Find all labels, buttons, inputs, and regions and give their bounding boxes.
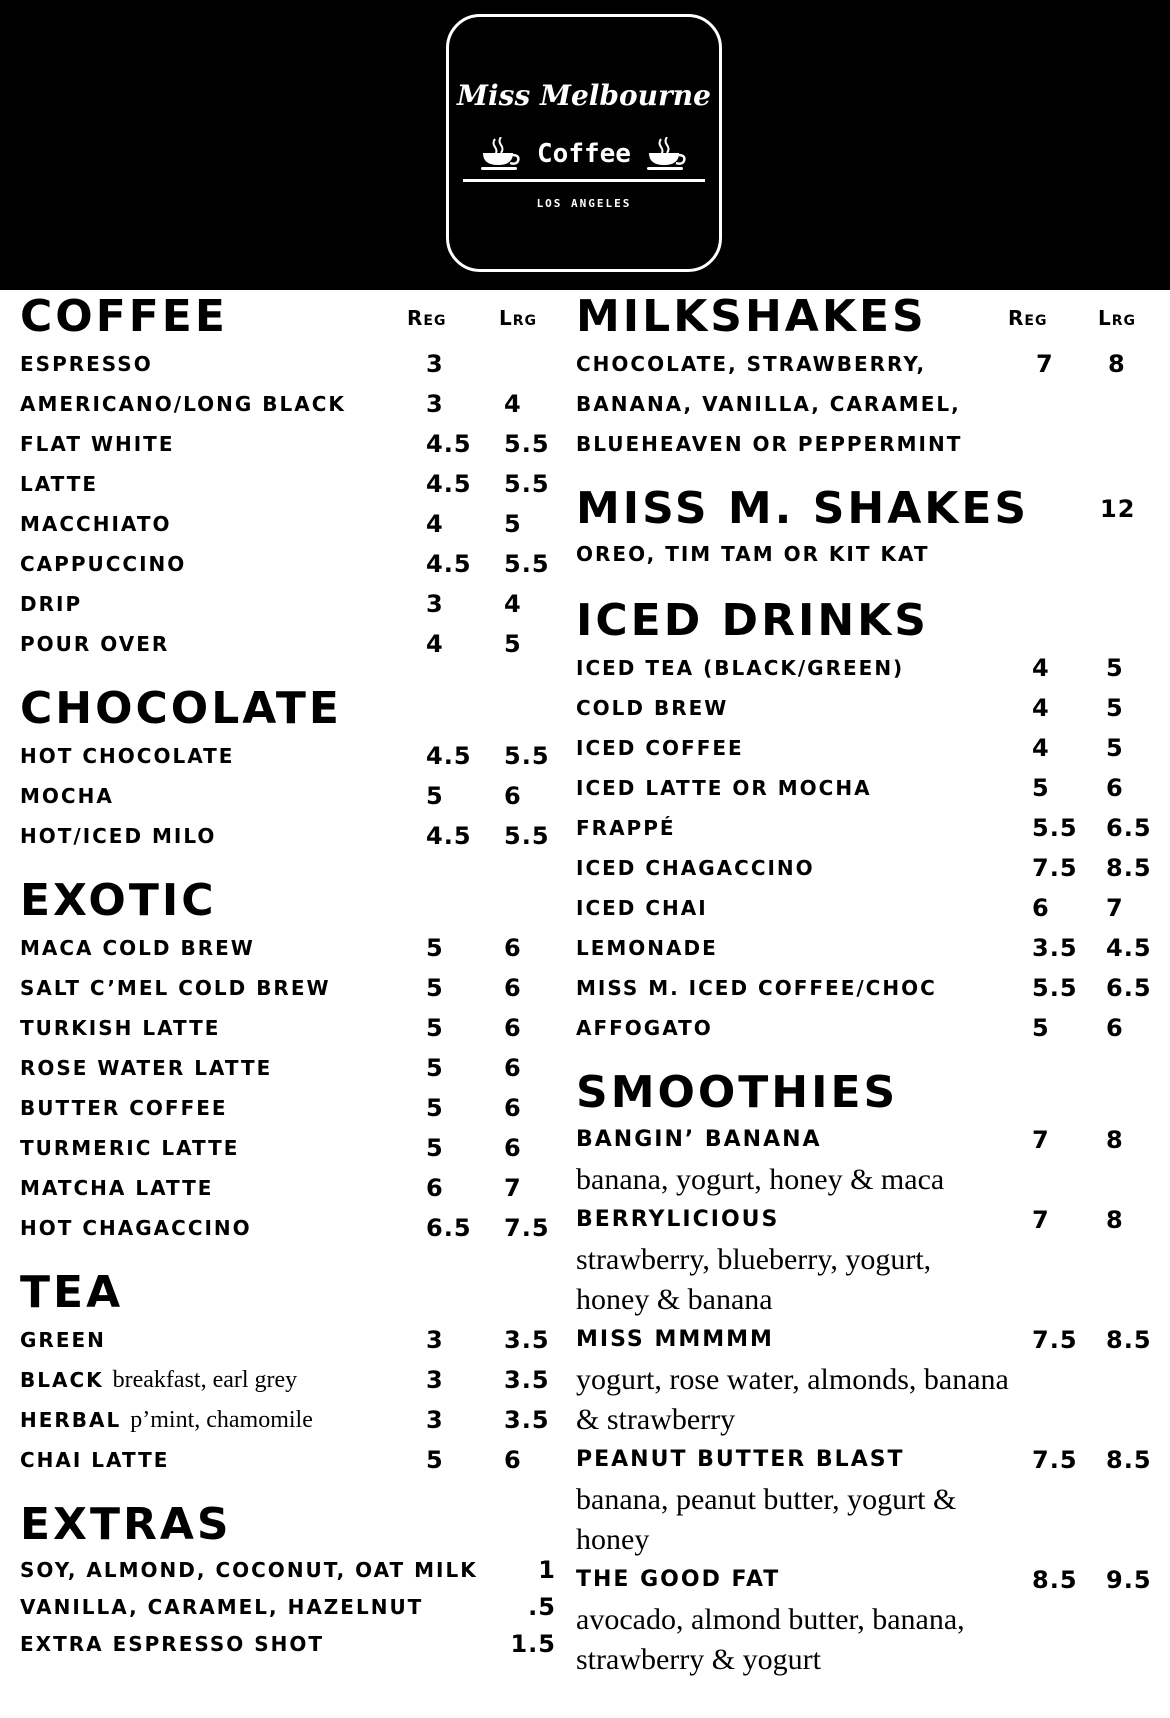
price-reg: 7.5 <box>1032 1326 1078 1354</box>
spacer <box>576 1048 1160 1066</box>
item-description: avocado, almond butter, banana, <box>576 1603 965 1636</box>
section-title: SMOOTHIES <box>576 1067 899 1118</box>
price-lrg: 5 <box>1106 694 1124 722</box>
item-name-text: BLACK <box>20 1368 104 1392</box>
menu-item <box>576 808 1160 848</box>
price-reg: 4.5 <box>426 550 472 578</box>
price-lrg: 5 <box>504 630 522 658</box>
item-name: TURKISH LATTE <box>20 1016 221 1040</box>
price-lrg: 5 <box>504 510 522 538</box>
section-header-smoothies <box>576 1066 1160 1120</box>
price: .5 <box>528 1593 556 1621</box>
item-description: & strawberry <box>576 1403 736 1436</box>
column-header-reg: Reg <box>1008 306 1048 330</box>
item-name: SALT C’MEL COLD BREW <box>20 976 331 1000</box>
coffee-cup-icon <box>479 137 523 171</box>
item-name: LEMONADE <box>576 936 718 960</box>
price-lrg: 6 <box>1106 774 1124 802</box>
section-title: CHOCOLATE <box>20 683 342 734</box>
spacer <box>576 572 1160 594</box>
price: 12 <box>1100 495 1136 523</box>
price-lrg: 6 <box>504 974 522 1002</box>
price-lrg: 5.5 <box>504 550 550 578</box>
menu-item <box>20 624 560 664</box>
item-name: BUTTER COFFEE <box>20 1096 228 1120</box>
item-name: FLAT WHITE <box>20 432 175 456</box>
menu-item <box>20 384 560 424</box>
item-name <box>20 1440 169 1480</box>
price-reg: 5 <box>426 974 444 1002</box>
menu-item <box>576 648 1160 688</box>
menu-item <box>20 1360 560 1400</box>
brand-logo <box>446 14 722 272</box>
item-note: breakfast, earl grey <box>112 1367 298 1393</box>
smoothies-list <box>576 1120 1160 1680</box>
price-lrg: 8.5 <box>1106 1326 1152 1354</box>
smoothie-item <box>576 1560 1160 1680</box>
price-lrg: 6 <box>504 782 522 810</box>
section-title: EXOTIC <box>20 875 217 926</box>
brand-coffee-row <box>449 129 719 179</box>
price-reg: 6.5 <box>426 1214 472 1242</box>
price-lrg: 3.5 <box>504 1326 550 1354</box>
price-lrg: 5.5 <box>504 822 550 850</box>
item-name: VANILLA, CARAMEL, HAZELNUT <box>20 1595 424 1619</box>
section-title: MISS M. SHAKES <box>576 483 1030 534</box>
price-reg: 3.5 <box>1032 934 1078 962</box>
price-reg: 4.5 <box>426 822 472 850</box>
price-reg: 4.5 <box>426 470 472 498</box>
price-lrg: 3.5 <box>504 1406 550 1434</box>
price-lrg: 8.5 <box>1106 1446 1152 1474</box>
right-column <box>576 290 1160 1680</box>
item-name: MATCHA LATTE <box>20 1176 214 1200</box>
price-reg: 5.5 <box>1032 814 1078 842</box>
spacer <box>20 1480 560 1498</box>
spacer <box>20 856 560 874</box>
menu-item <box>20 504 560 544</box>
item-name-text: HERBAL <box>20 1408 122 1432</box>
price-lrg: 4 <box>504 390 522 418</box>
iced-list <box>576 648 1160 1048</box>
section-header-miss-shakes <box>576 482 1160 536</box>
item-name: COLD BREW <box>576 696 729 720</box>
menu-item <box>576 384 1160 424</box>
price-reg: 7.5 <box>1032 1446 1078 1474</box>
price-lrg: 8 <box>1106 1126 1124 1154</box>
column-header-reg: Reg <box>407 306 447 330</box>
price-reg: 6 <box>426 1174 444 1202</box>
menu-item <box>576 888 1160 928</box>
menu-item <box>576 688 1160 728</box>
price-reg: 8.5 <box>1032 1566 1078 1594</box>
menu-item <box>20 1552 560 1589</box>
menu-item <box>576 1440 1160 1480</box>
menu-item <box>576 424 1160 464</box>
smoothie-item <box>576 1440 1160 1560</box>
price-lrg: 6.5 <box>1106 814 1152 842</box>
price-lrg: 6 <box>504 1014 522 1042</box>
item-name: TURMERIC LATTE <box>20 1136 240 1160</box>
item-name: POUR OVER <box>20 632 170 656</box>
item-description: honey & banana <box>576 1283 773 1316</box>
section-header-chocolate <box>20 682 560 736</box>
menu-item <box>20 1626 560 1663</box>
price-reg: 3 <box>426 590 444 618</box>
tea-list <box>20 1320 560 1480</box>
menu-item <box>20 544 560 584</box>
price-reg: 7 <box>1032 1206 1050 1234</box>
smoothie-item <box>576 1200 1160 1320</box>
item-name: ROSE WATER LATTE <box>20 1056 273 1080</box>
item-name: AMERICANO/LONG BLACK <box>20 392 346 416</box>
price-lrg: 5 <box>1106 654 1124 682</box>
price-lrg: 7.5 <box>504 1214 550 1242</box>
item-description: honey <box>576 1523 650 1556</box>
price-lrg: 6 <box>504 1054 522 1082</box>
item-name: HOT CHAGACCINO <box>20 1216 252 1240</box>
brand-name: Miss Melbourne <box>457 79 711 112</box>
menu-item <box>20 464 560 504</box>
item-name-text: CHAI LATTE <box>20 1448 170 1472</box>
price-lrg: 4 <box>504 590 522 618</box>
item-name: LATTE <box>20 472 99 496</box>
menu-item <box>576 768 1160 808</box>
menu-item <box>20 1128 560 1168</box>
price-reg: 5 <box>426 1054 444 1082</box>
item-name <box>20 1400 313 1440</box>
item-name: OREO, TIM TAM OR KIT KAT <box>576 542 930 566</box>
price-lrg: 5.5 <box>504 470 550 498</box>
section-title: MILKSHAKES <box>576 291 927 342</box>
item-name-text: GREEN <box>20 1328 106 1352</box>
item-name: CAPPUCCINO <box>20 552 187 576</box>
price-reg: 3 <box>426 1366 444 1394</box>
menu-item <box>576 1008 1160 1048</box>
section-title: EXTRAS <box>20 1499 232 1550</box>
item-name: ICED CHAI <box>576 896 708 920</box>
price-reg: 5 <box>426 1134 444 1162</box>
item-name: MISS M. ICED COFFEE/CHOC <box>576 976 937 1000</box>
exotic-list <box>20 928 560 1248</box>
price-reg: 7 <box>1032 1126 1050 1154</box>
coffee-cup-icon <box>645 137 689 171</box>
price-reg: 4 <box>426 510 444 538</box>
spacer <box>20 664 560 682</box>
price-reg: 5 <box>1032 774 1050 802</box>
item-name: BANANA, VANILLA, CARAMEL, <box>576 392 961 416</box>
item-description: strawberry, blueberry, yogurt, <box>576 1243 932 1276</box>
item-name: BANGIN’ BANANA <box>576 1127 822 1152</box>
item-name: PEANUT BUTTER BLAST <box>576 1447 905 1472</box>
menu-item <box>20 584 560 624</box>
menu-item <box>20 1168 560 1208</box>
price-reg: 3 <box>426 1326 444 1354</box>
price-lrg: 6 <box>504 1446 522 1474</box>
price-reg: 3 <box>426 350 444 378</box>
menu-item <box>576 1560 1160 1600</box>
menu-item <box>576 344 1160 384</box>
spacer <box>20 1248 560 1266</box>
header-banner <box>0 0 1170 290</box>
price-reg: 5 <box>426 1014 444 1042</box>
section-header-iced-drinks <box>576 594 1160 648</box>
item-name: MOCHA <box>20 784 114 808</box>
item-name: EXTRA ESPRESSO SHOT <box>20 1632 325 1656</box>
item-name: MACA COLD BREW <box>20 936 255 960</box>
miss-shakes-list <box>576 536 1160 572</box>
left-column <box>20 290 560 1663</box>
menu-item <box>20 736 560 776</box>
coffee-list <box>20 344 560 664</box>
menu-item <box>20 1589 560 1626</box>
price-reg: 5 <box>426 1094 444 1122</box>
milkshakes-list <box>576 344 1160 464</box>
item-name: BLUEHEAVEN OR PEPPERMINT <box>576 432 963 456</box>
section-title: TEA <box>20 1267 124 1318</box>
menu-item <box>20 1400 560 1440</box>
item-name: HOT/ICED MILO <box>20 824 217 848</box>
menu-item <box>20 1088 560 1128</box>
price-lrg: 8 <box>1108 350 1126 378</box>
section-header-exotic <box>20 874 560 928</box>
column-header-lrg: Lrg <box>499 306 538 330</box>
spacer <box>576 464 1160 482</box>
section-header-tea <box>20 1266 560 1320</box>
menu-item <box>576 848 1160 888</box>
menu-item <box>576 728 1160 768</box>
item-name: ICED LATTE OR MOCHA <box>576 776 872 800</box>
item-name: DRIP <box>20 592 83 616</box>
menu-item <box>20 776 560 816</box>
menu-item <box>576 1320 1160 1360</box>
item-name: CHOCOLATE, STRAWBERRY, <box>576 352 927 376</box>
price-reg: 3 <box>426 1406 444 1434</box>
price-reg: 5 <box>1032 1014 1050 1042</box>
item-name: ESPRESSO <box>20 352 153 376</box>
menu-item <box>20 928 560 968</box>
menu-item <box>20 1048 560 1088</box>
price-lrg: 9.5 <box>1106 1566 1152 1594</box>
section-header-milkshakes <box>576 290 1160 344</box>
item-name: FRAPPÉ <box>576 816 676 840</box>
menu-item <box>576 968 1160 1008</box>
price-lrg: 7 <box>1106 894 1124 922</box>
menu-item <box>20 424 560 464</box>
price-reg: 4.5 <box>426 742 472 770</box>
price-reg: 4 <box>426 630 444 658</box>
price-lrg: 6 <box>504 1134 522 1162</box>
item-name <box>20 1320 106 1360</box>
price-reg: 3 <box>426 390 444 418</box>
price-reg: 7 <box>1036 350 1054 378</box>
smoothie-item <box>576 1120 1160 1200</box>
menu-item <box>576 536 1160 572</box>
section-title: COFFEE <box>20 291 228 342</box>
item-note: p’mint, chamomile <box>130 1407 313 1433</box>
price-reg: 5 <box>426 1446 444 1474</box>
item-name: BERRYLICIOUS <box>576 1207 780 1232</box>
price-reg: 5 <box>426 782 444 810</box>
menu-item <box>20 968 560 1008</box>
item-description: strawberry & yogurt <box>576 1643 821 1676</box>
chocolate-list <box>20 736 560 856</box>
item-name: ICED COFFEE <box>576 736 744 760</box>
item-name: MISS MMMMM <box>576 1327 774 1352</box>
price: 1.5 <box>510 1630 556 1658</box>
price-lrg: 6 <box>504 934 522 962</box>
menu-item <box>20 1440 560 1480</box>
price-reg: 6 <box>1032 894 1050 922</box>
price-lrg: 6 <box>1106 1014 1124 1042</box>
price-lrg: 8 <box>1106 1206 1124 1234</box>
item-name: SOY, ALMOND, COCONUT, OAT MILK <box>20 1558 478 1582</box>
price-lrg: 5 <box>1106 734 1124 762</box>
menu-item <box>576 928 1160 968</box>
item-name: HOT CHOCOLATE <box>20 744 235 768</box>
item-description: banana, peanut butter, yogurt & <box>576 1483 957 1516</box>
brand-subtitle: Coffee <box>537 139 631 169</box>
menu-item <box>576 1120 1160 1160</box>
price-lrg: 3.5 <box>504 1366 550 1394</box>
section-title: ICED DRINKS <box>576 595 929 646</box>
item-description: banana, yogurt, honey & maca <box>576 1163 945 1196</box>
item-name: THE GOOD FAT <box>576 1567 781 1592</box>
column-header-lrg: Lrg <box>1098 306 1137 330</box>
menu-item <box>20 344 560 384</box>
extras-list <box>20 1552 560 1663</box>
price-reg: 4 <box>1032 654 1050 682</box>
price-reg: 5 <box>426 934 444 962</box>
menu-item <box>20 1008 560 1048</box>
price-reg: 4 <box>1032 734 1050 762</box>
price-reg: 4 <box>1032 694 1050 722</box>
price-lrg: 6 <box>504 1094 522 1122</box>
price-lrg: 4.5 <box>1106 934 1152 962</box>
smoothie-item <box>576 1320 1160 1440</box>
price-reg: 7.5 <box>1032 854 1078 882</box>
item-name: MACCHIATO <box>20 512 172 536</box>
price-lrg: 6.5 <box>1106 974 1152 1002</box>
price-reg: 4.5 <box>426 430 472 458</box>
price-reg: 5.5 <box>1032 974 1078 1002</box>
menu-item <box>20 1208 560 1248</box>
item-name: ICED CHAGACCINO <box>576 856 815 880</box>
menu-item <box>20 1320 560 1360</box>
item-name: ICED TEA (BLACK/GREEN) <box>576 656 905 680</box>
menu-item <box>20 816 560 856</box>
price-lrg: 5.5 <box>504 430 550 458</box>
item-description: yogurt, rose water, almonds, banana <box>576 1363 1009 1396</box>
section-header-coffee <box>20 290 560 344</box>
menu-item <box>576 1200 1160 1240</box>
price-lrg: 5.5 <box>504 742 550 770</box>
price-lrg: 8.5 <box>1106 854 1152 882</box>
brand-city: LOS ANGELES <box>536 197 632 210</box>
price-lrg: 7 <box>504 1174 522 1202</box>
price: 1 <box>538 1556 556 1584</box>
section-header-extras <box>20 1498 560 1552</box>
item-name <box>20 1360 297 1400</box>
item-name: AFFOGATO <box>576 1016 713 1040</box>
logo-divider <box>463 179 705 182</box>
